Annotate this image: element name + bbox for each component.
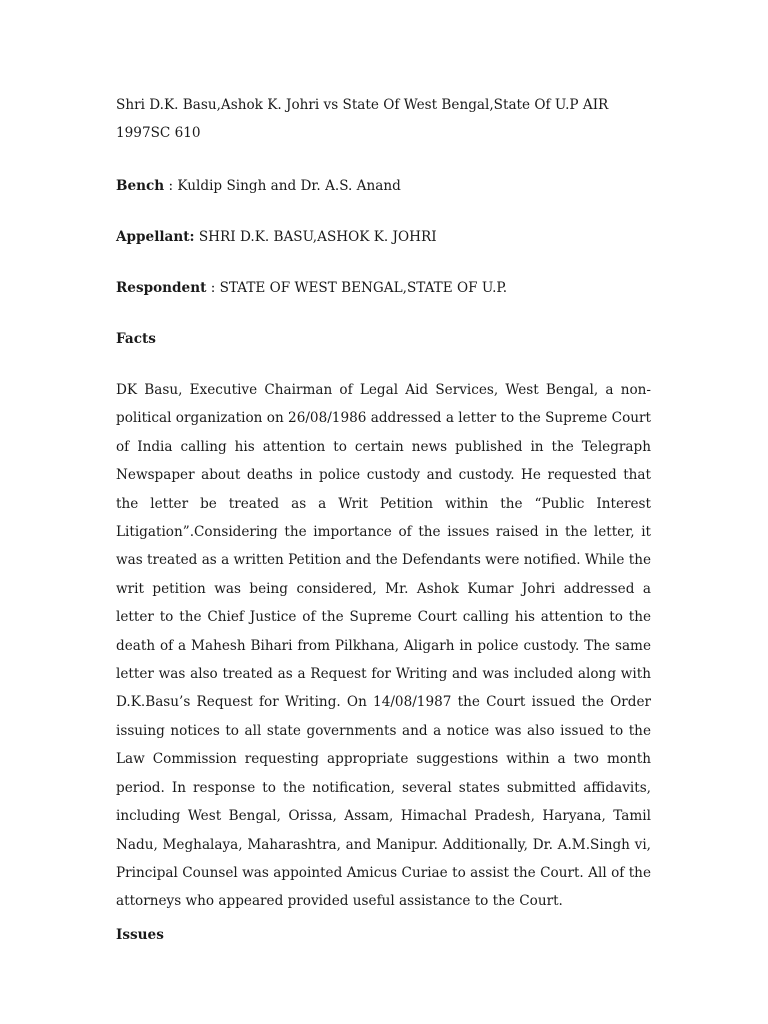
bench-line: [116, 172, 651, 200]
respondent-line: [116, 274, 651, 302]
case-title: Shri D.K. Basu,Ashok K. Johri vs State Of West Bengal,State Of U.P AIR 1997SC 610: [116, 97, 609, 141]
bench-value: Kuldip Singh and Dr. A.S. Anand: [177, 178, 401, 194]
document-page: [116, 91, 651, 949]
bench-label: Bench: [116, 178, 165, 194]
appellant-label: Appellant:: [116, 229, 195, 245]
facts-paragraph: DK Basu, Executive Chairman of Legal Aid Services, West Bengal, a non-political organization on 26/08/1986 addressed a letter to the Supreme Court of India calling his attention to certain news published in the Telegraph Newspaper about deaths in police custody and custody. He requested that the letter be treated as a Writ Petition within the “Public Interest Litigation”.Considering the importance of the issues raised in the letter, it was treated as a written Petition and the Defendants were notified. While the writ petition was being considered, Mr. Ashok Kumar Johri addressed a letter to the Chief Justice of the Supreme Court calling his attention to the death of a Mahesh Bihari from Pilkhana, Aligarh in police custody. The same letter was also treated as a Request for Writing and was included along with D.K.Basu’s Request for Writing. On 14/08/1987 the Court issued the Order issuing notices to all state governments and a notice was also issued to the Law Commission requesting appropriate suggestions within a two month period. In response to the notification, several states submitted affidavits, including West Bengal, Orissa, Assam, Himachal Pradesh, Haryana, Tamil Nadu, Meghalaya, Maharashtra, and Manipur. Additionally, Dr. A.M.Singh vi, Principal Counsel was appointed Amicus Curiae to assist the Court. All of the attorneys who appeared provided useful assistance to the Court.: [116, 382, 651, 910]
bench-separator: :: [164, 178, 178, 194]
facts-heading: Facts: [116, 331, 156, 347]
respondent-separator: :: [206, 280, 220, 296]
issues-heading: Issues: [116, 926, 164, 943]
appellant-value: SHRI D.K. BASU,ASHOK K. JOHRI: [198, 229, 437, 245]
respondent-value: STATE OF WEST BENGAL,STATE OF U.P.: [219, 280, 508, 296]
respondent-label: Respondent: [116, 280, 207, 296]
appellant-line: [116, 223, 651, 251]
